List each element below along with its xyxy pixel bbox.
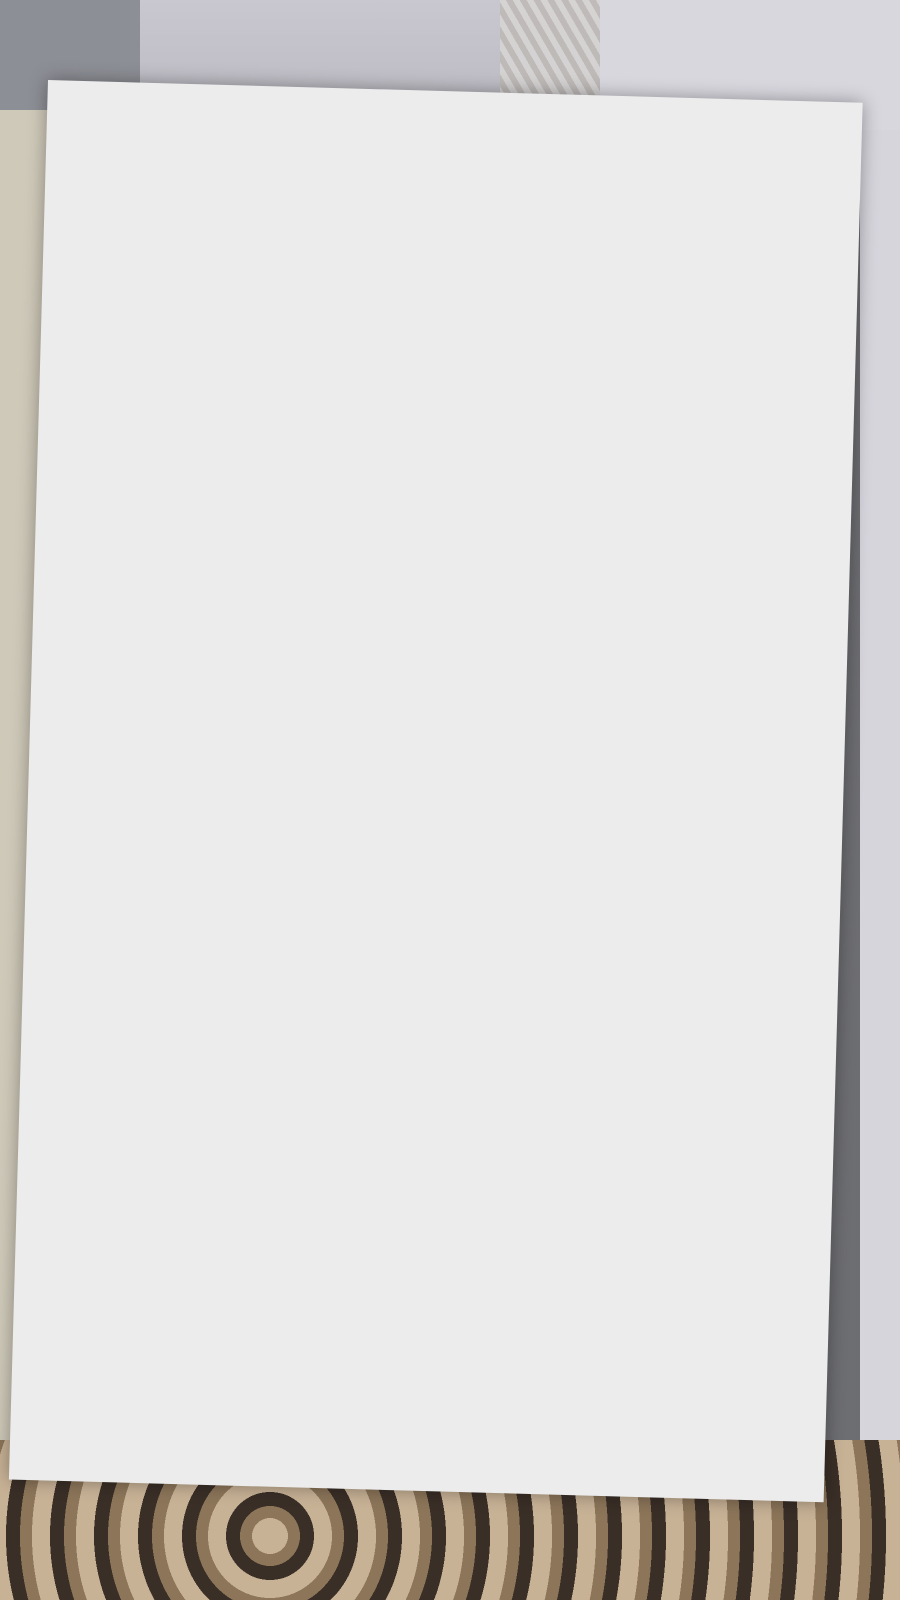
explication-table xyxy=(9,80,863,1502)
background-right-document xyxy=(860,130,900,1600)
explication-sheet xyxy=(9,80,863,1502)
